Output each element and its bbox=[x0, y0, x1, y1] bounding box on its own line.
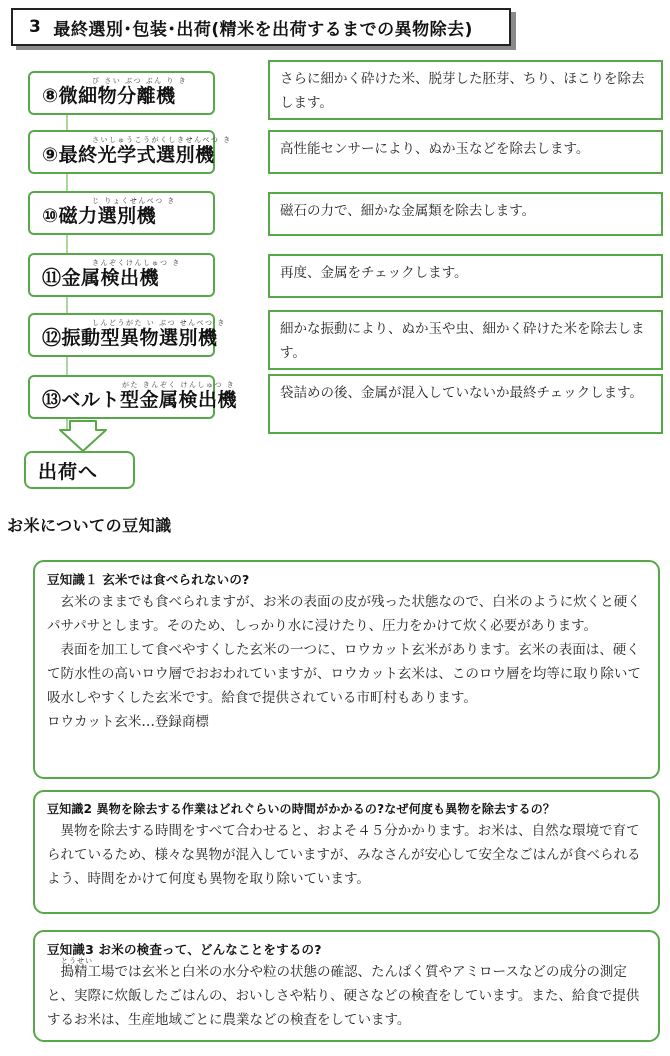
section-title-banner bbox=[11, 8, 511, 46]
step-description: 袋詰めの後、金属が混入していないか最終チェックします。 bbox=[268, 374, 663, 434]
step-label: ⑧微細物分離機 bbox=[42, 85, 176, 107]
step-fine-particle-separator bbox=[28, 71, 215, 115]
step-description: 高性能センサーにより、ぬか玉などを除去します。 bbox=[268, 130, 663, 174]
step-ruby: び さい ぶつ ぶん り き bbox=[92, 77, 188, 85]
trivia-title: 豆知識3 お米の検査って、どんなことをするの? bbox=[47, 942, 322, 957]
step-ruby: がた きんぞく けんしゅつ き bbox=[122, 381, 236, 389]
down-arrow-icon bbox=[58, 420, 108, 452]
trivia-title: 豆知識2 異物を除去する作業はどれぐらいの時間がかかるの?なぜ何度も異物を除去するの？ bbox=[47, 802, 556, 816]
trivia-ruby: とうせい bbox=[61, 957, 93, 965]
trivia-note: ロウカット玄米…登録商標 bbox=[47, 714, 209, 730]
step-label: ⑫振動型異物選別機 bbox=[42, 327, 218, 349]
step-ruby: しんどうがた い ぶつ せんべつ き bbox=[92, 319, 226, 327]
trivia-heading: お米についての豆知識 bbox=[7, 516, 172, 535]
trivia-paragraph: 異物を除去する時間をすべて合わせると、およそ４５分かかります。お米は、自然な環境で育てられているため、様々な異物が混入していますが、みなさんが安心して安全なごはんが食べられるよう、時間をかけて何度も異物を取り除いています。 bbox=[47, 823, 641, 887]
step-ruby: じ りょくせんべつ き bbox=[92, 197, 176, 205]
shipping-label: 出荷へ bbox=[38, 460, 99, 483]
step-label: ⑪金属検出機 bbox=[42, 267, 160, 289]
step-ruby: さいしゅうこうがくしきせんべつ き bbox=[92, 136, 232, 144]
step-description: さらに細かく砕けた米、脱芽した胚芽、ちり、ほこりを除去します。 bbox=[268, 60, 663, 120]
trivia-card-1 bbox=[33, 560, 660, 779]
step-description: 細かな振動により、ぬか玉や虫、細かく砕けた米を除去します。 bbox=[268, 310, 663, 370]
step-magnetic-sorter bbox=[28, 191, 215, 235]
step-description: 再度、金属をチェックします。 bbox=[268, 254, 663, 298]
step-description: 磁石の力で、細かな金属類を除去します。 bbox=[268, 192, 663, 236]
step-belt-metal-detector bbox=[28, 375, 238, 419]
step-vibration-sorter bbox=[28, 313, 226, 357]
step-metal-detector bbox=[28, 253, 215, 297]
trivia-title: 豆知識１ 玄米では食べられないの? bbox=[47, 572, 250, 587]
trivia-card-2 bbox=[33, 790, 660, 914]
trivia-paragraph: 搗精工場では玄米と白米の水分や粒の状態の確認、たんぱく質やアミロースなどの成分の測定と、実際に炊飯したごはんの、おいしさや粘り、硬さなどの検査をしています。また、給食で提供するお米は、生産地域ごとに農業などの検査をしています。 bbox=[47, 964, 640, 1028]
step-label: ⑬ベルト型金属検出機 bbox=[42, 389, 238, 411]
step-final-optical-sorter bbox=[28, 130, 232, 174]
shipping-box bbox=[24, 451, 135, 489]
step-ruby: きんぞくけんしゅつ き bbox=[92, 259, 181, 267]
step-label: ⑩磁力選別機 bbox=[42, 205, 157, 227]
trivia-paragraph: 表面を加工して食べやすくした玄米の一つに、ロウカット玄米があります。玄米の表面は、硬くて防水性の高いロウ層でおおわれていますが、ロウカット玄米は、このロウ層を均等に取り除いて吸水しやすくした玄米です。給食で提供されている市町村もあります。 bbox=[47, 642, 641, 706]
section-title: 最終選別･包装･出荷(精米を出荷するまでの異物除去) bbox=[53, 19, 473, 40]
section-number: 3 bbox=[29, 17, 42, 37]
trivia-card-3 bbox=[33, 930, 660, 1042]
step-label: ⑨最終光学式選別機 bbox=[42, 144, 215, 166]
trivia-paragraph: 玄米のままでも食べられますが、お米の表面の皮が残った状態なので、白米のように炊くと硬くパサパサとします。そのため、しっかり水に浸けたり、圧力をかけて炊く必要があります。 bbox=[47, 594, 641, 634]
